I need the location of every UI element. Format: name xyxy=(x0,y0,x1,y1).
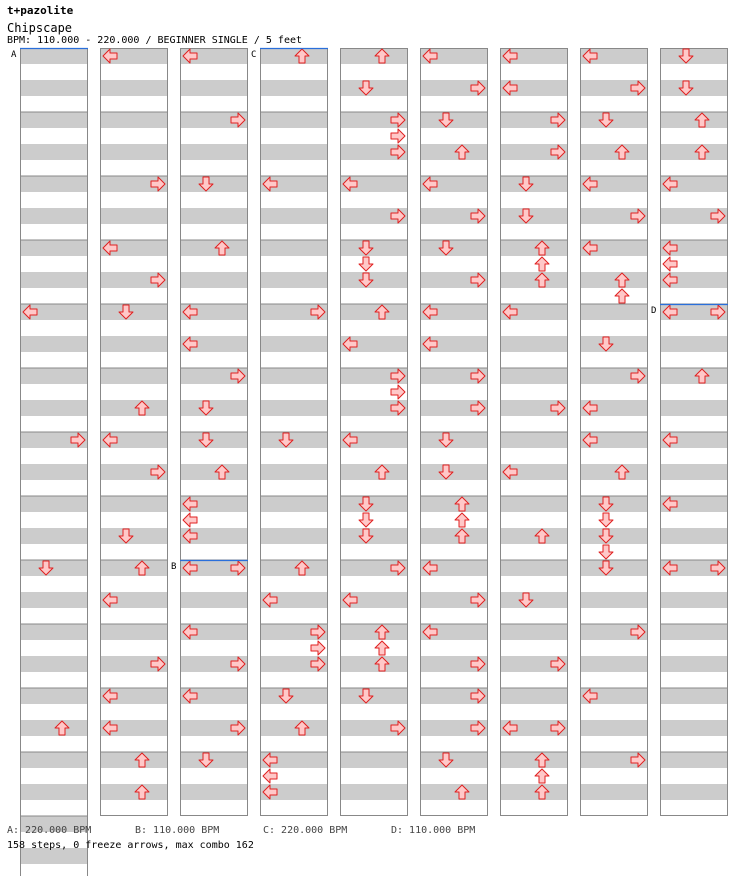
stripe xyxy=(100,784,168,800)
arrow-up-icon xyxy=(535,257,549,271)
song-title: Chipscape xyxy=(7,21,73,35)
stripe xyxy=(420,784,488,800)
bpm-note-a: A: 220.000 BPM xyxy=(7,825,92,836)
stripe xyxy=(100,336,168,352)
stripe xyxy=(100,368,168,384)
stripe xyxy=(180,80,248,96)
stripe xyxy=(340,688,408,704)
stripe xyxy=(100,208,168,224)
stripe xyxy=(20,48,88,64)
stripe xyxy=(20,720,88,736)
stripe xyxy=(20,144,88,160)
stripe xyxy=(500,624,568,640)
arrow-right-icon xyxy=(311,641,325,655)
stripe xyxy=(340,624,408,640)
stripe xyxy=(580,112,648,128)
stripe xyxy=(260,688,328,704)
stripe xyxy=(100,400,168,416)
stripe xyxy=(660,80,728,96)
stripe xyxy=(260,400,328,416)
stripe xyxy=(580,272,648,288)
bpm-note-d: D: 110.000 BPM xyxy=(391,825,476,836)
stripe xyxy=(260,208,328,224)
stripe xyxy=(420,752,488,768)
stripe xyxy=(20,752,88,768)
bpm-note-c: C: 220.000 BPM xyxy=(263,825,348,836)
stripe xyxy=(20,528,88,544)
stripe xyxy=(260,112,328,128)
stripe xyxy=(660,656,728,672)
stripe xyxy=(580,304,648,320)
stripe xyxy=(260,336,328,352)
arrow-left-icon xyxy=(263,769,277,783)
stripe xyxy=(580,592,648,608)
stripe xyxy=(20,400,88,416)
bpm-note-b: B: 110.000 BPM xyxy=(135,825,220,836)
chart-info: BPM: 110.000 - 220.000 / BEGINNER SINGLE / 5 feet xyxy=(7,35,303,46)
stripe xyxy=(260,464,328,480)
stripe xyxy=(580,720,648,736)
stripe xyxy=(500,240,568,256)
stripe xyxy=(340,48,408,64)
stripe xyxy=(660,592,728,608)
stripe xyxy=(180,176,248,192)
stripe xyxy=(580,560,648,576)
arrow-up-icon xyxy=(455,513,469,527)
arrow-down-icon xyxy=(599,513,613,527)
stripe xyxy=(660,624,728,640)
stripe xyxy=(20,784,88,800)
stripe xyxy=(20,592,88,608)
stripe xyxy=(20,80,88,96)
stripe xyxy=(260,272,328,288)
stripe xyxy=(20,208,88,224)
arrow-up-icon xyxy=(615,289,629,303)
arrow-right-icon xyxy=(391,385,405,399)
stripe xyxy=(500,592,568,608)
stripe xyxy=(340,304,408,320)
stripe xyxy=(500,784,568,800)
stripe xyxy=(660,720,728,736)
stripe xyxy=(340,528,408,544)
stripe xyxy=(180,432,248,448)
stripe xyxy=(420,432,488,448)
stripe xyxy=(500,208,568,224)
stripe xyxy=(500,176,568,192)
stripe xyxy=(500,688,568,704)
stripe xyxy=(340,272,408,288)
stripe xyxy=(420,112,488,128)
stripe xyxy=(660,464,728,480)
arrow-left-icon xyxy=(663,257,677,271)
stripe xyxy=(260,240,328,256)
stripe xyxy=(660,400,728,416)
stripe xyxy=(340,496,408,512)
stripe xyxy=(340,464,408,480)
stripe xyxy=(260,144,328,160)
stripe xyxy=(100,304,168,320)
stripe xyxy=(100,560,168,576)
stripe xyxy=(100,496,168,512)
stripe xyxy=(580,656,648,672)
stripe xyxy=(100,528,168,544)
stripe xyxy=(100,144,168,160)
stripe xyxy=(660,112,728,128)
stripe xyxy=(180,272,248,288)
stripe xyxy=(20,464,88,480)
stripe xyxy=(500,368,568,384)
stripe xyxy=(660,528,728,544)
stripe xyxy=(660,784,728,800)
stripe xyxy=(500,496,568,512)
stripe xyxy=(20,496,88,512)
stripe xyxy=(500,528,568,544)
stripe xyxy=(660,336,728,352)
stripe xyxy=(100,752,168,768)
stripe xyxy=(180,752,248,768)
stripe xyxy=(340,656,408,672)
stripe xyxy=(20,368,88,384)
stripe xyxy=(20,240,88,256)
stripe xyxy=(20,560,88,576)
stripe xyxy=(660,752,728,768)
stripe xyxy=(580,784,648,800)
stripe xyxy=(20,688,88,704)
stripe xyxy=(420,464,488,480)
stripe xyxy=(500,272,568,288)
arrow-left-icon xyxy=(183,513,197,527)
stripe xyxy=(260,80,328,96)
stripe xyxy=(20,656,88,672)
stripe xyxy=(260,560,328,576)
stripe xyxy=(180,400,248,416)
stripe xyxy=(20,624,88,640)
arrow-down-icon xyxy=(599,545,613,559)
stripe xyxy=(420,528,488,544)
stripe xyxy=(420,144,488,160)
stripe xyxy=(660,688,728,704)
stripe xyxy=(580,528,648,544)
stripe xyxy=(20,336,88,352)
stripe xyxy=(500,336,568,352)
stripe xyxy=(420,240,488,256)
stripe xyxy=(20,176,88,192)
stripe xyxy=(340,240,408,256)
stripe xyxy=(340,752,408,768)
stripe xyxy=(260,528,328,544)
stripe xyxy=(180,592,248,608)
arrow-right-icon xyxy=(391,129,405,143)
stripe xyxy=(660,144,728,160)
stripe xyxy=(500,560,568,576)
stripe xyxy=(660,368,728,384)
stripe xyxy=(340,80,408,96)
stripe xyxy=(100,112,168,128)
stripe xyxy=(100,624,168,640)
bpm-marker-d: D xyxy=(651,306,657,316)
stripe xyxy=(500,752,568,768)
stripe xyxy=(260,432,328,448)
stripe xyxy=(260,368,328,384)
bpm-marker-b: B xyxy=(171,562,177,572)
bpm-marker-a: A xyxy=(11,50,17,60)
stripe xyxy=(260,496,328,512)
stripe xyxy=(180,784,248,800)
stripe xyxy=(260,720,328,736)
stripe xyxy=(580,336,648,352)
arrow-down-icon xyxy=(359,513,373,527)
stripe xyxy=(180,144,248,160)
stripe xyxy=(20,112,88,128)
artist-name: t+pazolite xyxy=(7,4,74,17)
stripe xyxy=(580,464,648,480)
arrow-down-icon xyxy=(359,257,373,271)
stripe xyxy=(100,80,168,96)
bpm-marker-c: C xyxy=(251,50,257,60)
stripe xyxy=(500,432,568,448)
stripe xyxy=(580,144,648,160)
stripe xyxy=(580,496,648,512)
stripe xyxy=(660,48,728,64)
step-stats: 158 steps, 0 freeze arrows, max combo 162 xyxy=(7,840,254,851)
arrow-up-icon xyxy=(535,769,549,783)
stripe xyxy=(420,496,488,512)
stripe xyxy=(260,48,328,64)
stripe xyxy=(180,240,248,256)
stripe xyxy=(20,272,88,288)
stripe xyxy=(340,784,408,800)
stripe xyxy=(180,208,248,224)
arrow-up-icon xyxy=(375,641,389,655)
stripe xyxy=(180,464,248,480)
